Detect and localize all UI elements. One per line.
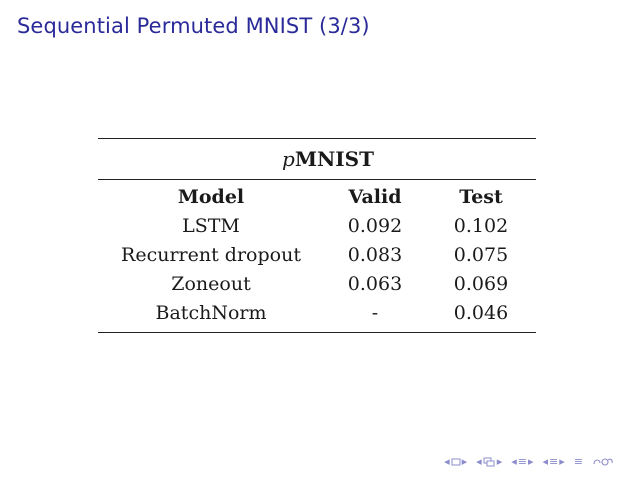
frame-icon[interactable]: [483, 457, 496, 468]
nav-left-arrow-icon[interactable]: ◂: [542, 455, 549, 468]
nav-left-arrow-icon[interactable]: ◂: [476, 455, 482, 468]
nav-search-group[interactable]: [592, 457, 614, 468]
nav-subsection-group[interactable]: [511, 456, 533, 468]
header-valid: Valid: [348, 186, 402, 208]
cell-model: Recurrent dropout: [121, 244, 301, 266]
results-table: [98, 138, 536, 333]
subsection-icon[interactable]: ≡: [517, 455, 527, 468]
caption-bold-part: MNIST: [294, 147, 374, 171]
cell-model: BatchNorm: [155, 302, 267, 324]
nav-right-arrow-icon[interactable]: ▸: [496, 455, 503, 468]
table-row: [98, 241, 536, 270]
cell-valid: 0.063: [347, 273, 403, 295]
cell-valid: 0.092: [347, 215, 403, 237]
nav-right-arrow-icon[interactable]: ▸: [527, 455, 534, 468]
slide-title: Sequential Permuted MNIST (3/3): [17, 14, 370, 38]
first-slide-icon[interactable]: [451, 457, 461, 467]
header-model: Model: [177, 186, 245, 208]
nav-right-arrow-icon[interactable]: ▸: [559, 455, 565, 468]
nav-first-group[interactable]: [444, 456, 467, 468]
cell-test: 0.069: [453, 273, 509, 295]
cell-test: 0.102: [453, 215, 509, 237]
align-icon[interactable]: ≡: [573, 455, 583, 468]
table-row: [98, 299, 536, 328]
cell-valid: 0.083: [347, 244, 403, 266]
table-caption: [98, 139, 536, 179]
table-row: [98, 270, 536, 299]
cell-model: LSTM: [182, 215, 240, 237]
nav-left-arrow-icon[interactable]: ◂: [511, 455, 517, 468]
table-row: [98, 212, 536, 241]
nav-align-group[interactable]: [574, 456, 583, 468]
nav-frame-group[interactable]: [476, 456, 502, 468]
nav-right-arrow-icon[interactable]: ▸: [461, 455, 468, 468]
header-row: [98, 183, 536, 212]
nav-left-arrow-icon[interactable]: ◂: [444, 455, 450, 468]
cell-test: 0.046: [453, 302, 509, 324]
beamer-navigation: [444, 456, 620, 468]
mid-rule: [98, 179, 536, 180]
section-icon[interactable]: ≡: [549, 455, 559, 468]
cell-test: 0.075: [453, 244, 509, 266]
cell-model: Zoneout: [171, 273, 251, 295]
bottom-rule: [98, 332, 536, 333]
search-icon[interactable]: [592, 457, 614, 468]
header-test: Test: [459, 186, 503, 208]
cell-valid: -: [371, 302, 379, 324]
caption-italic-part: p: [282, 147, 295, 171]
data-table: [98, 183, 536, 328]
nav-section-group[interactable]: [543, 456, 565, 468]
